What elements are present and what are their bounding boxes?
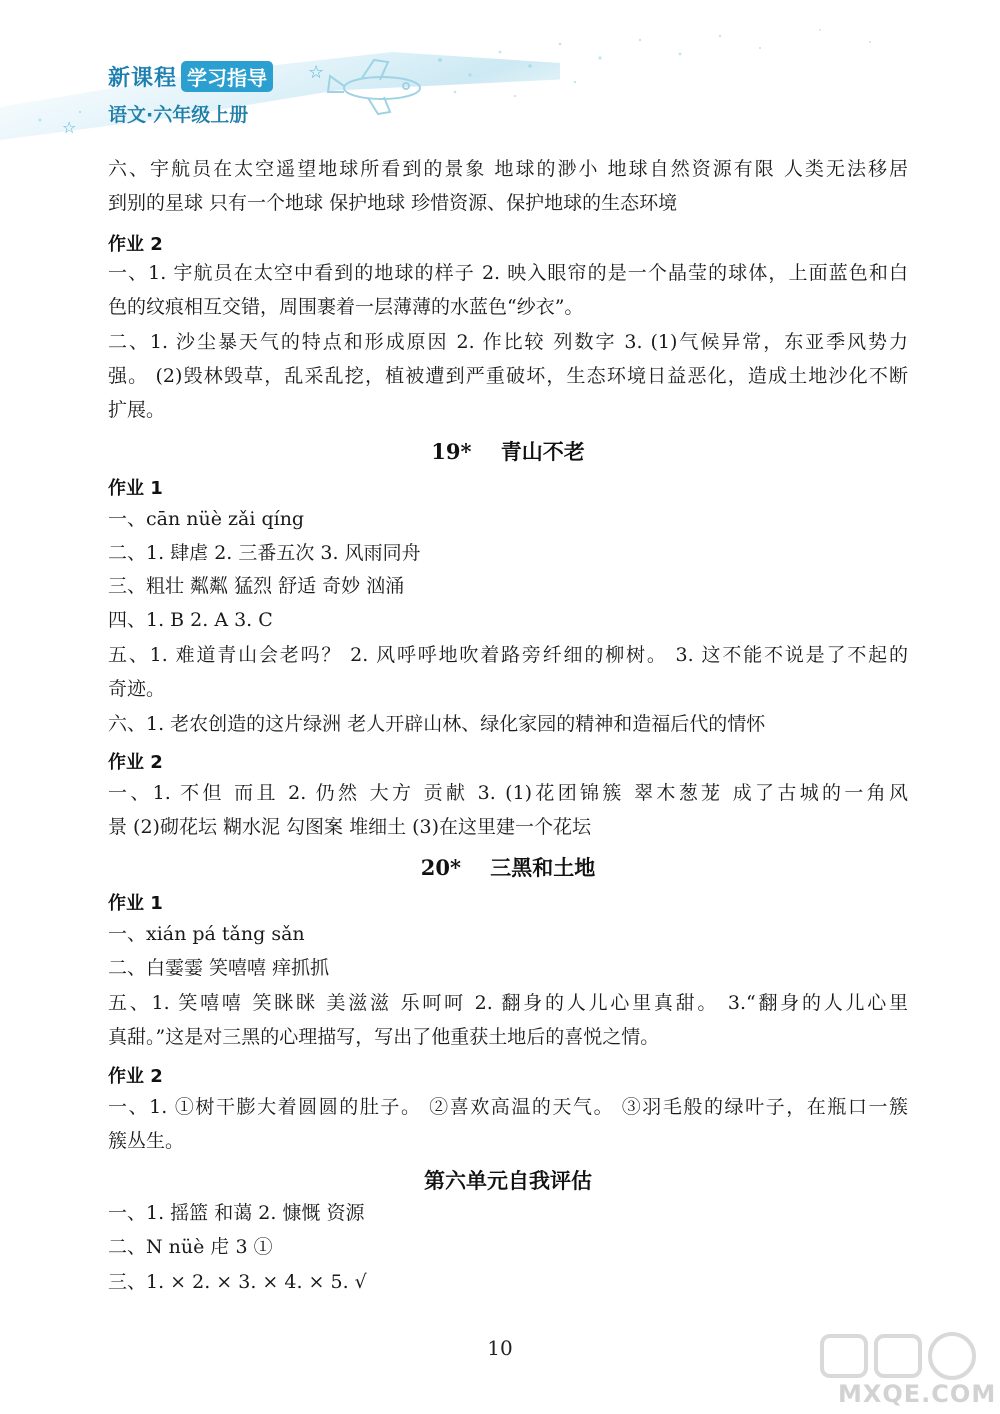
text-line: 扩展。 bbox=[108, 399, 166, 421]
text-line: 三、1. × 2. × 3. × 4. × 5. √ bbox=[108, 1271, 367, 1293]
watermark-text: MXQE.COM bbox=[838, 1380, 997, 1408]
text-line: 六、宇航员在太空遥望地球所看到的景象 地球的渺小 地球自然资源有限 人类无法移居 bbox=[108, 158, 908, 180]
text-line: 五、1. 笑嘻嘻 笑眯眯 美滋滋 乐呵呵 2. 翻身的人儿心里真甜。 3.“翻身的人儿心里 bbox=[108, 992, 908, 1014]
homework-label: 作业 1 bbox=[108, 893, 163, 914]
text-line: 六、1. 老农创造的这片绿洲 老人开辟山林、绿化家园的精神和造福后代的情怀 bbox=[108, 713, 766, 735]
airplane-icon bbox=[322, 56, 432, 116]
section-title: 19* 青山不老 bbox=[431, 439, 585, 464]
text-line: 簇丛生。 bbox=[108, 1130, 185, 1152]
text-line: 二、1. 沙尘暴天气的特点和形成原因 2. 作比较 列数字 3. (1)气候异常，东亚季风势力 bbox=[108, 331, 908, 353]
text-line: 二、1. 肆虐 2. 三番五次 3. 风雨同舟 bbox=[108, 542, 421, 564]
text-line: 到别的星球 只有一个地球 保护地球 珍惜资源、保护地球的生态环境 bbox=[108, 192, 678, 214]
text-line: 奇迹。 bbox=[108, 678, 166, 700]
homework-label: 作业 2 bbox=[108, 752, 163, 773]
homework-label: 作业 2 bbox=[108, 234, 163, 255]
brand-logo bbox=[108, 62, 273, 90]
text-line: 二、N nüè 虍 3 ① bbox=[108, 1236, 273, 1258]
text-line: 色的纹痕相互交错，周围裹着一层薄薄的水蓝色“纱衣”。 bbox=[108, 296, 584, 318]
section-title: 20* 三黑和土地 bbox=[420, 855, 596, 880]
text-line: 二、白霎霎 笑嘻嘻 痒抓抓 bbox=[108, 957, 330, 979]
star-icon: ☆ bbox=[308, 62, 325, 83]
text-line: 一、1. 摇篮 和蔼 2. 慷慨 资源 bbox=[108, 1202, 365, 1224]
text-line: 一、xián pá tǎng sǎn bbox=[108, 923, 305, 945]
text-line: 一、1. ①树干膨大着圆圆的肚子。 ②喜欢高温的天气。 ③羽毛般的绿叶子，在瓶口一簇 bbox=[108, 1096, 908, 1118]
page-number: 10 bbox=[487, 1336, 513, 1360]
text-line: 一、cān nüè zǎi qíng bbox=[108, 508, 305, 530]
text-line: 一、1. 不但 而且 2. 仍然 大方 贡献 3. (1)花团锦簇 翠木葱茏 成了古城的一角风 bbox=[108, 782, 908, 804]
brand-name-left: 新课程 bbox=[108, 65, 178, 91]
star-icon: ☆ bbox=[62, 118, 77, 137]
text-line: 三、粗壮 粼粼 猛烈 舒适 奇妙 汹涌 bbox=[108, 575, 405, 597]
text-line: 四、1. B 2. A 3. C bbox=[108, 609, 273, 631]
page-header bbox=[0, 0, 1000, 150]
section-title: 第六单元自我评估 bbox=[424, 1168, 592, 1193]
text-line: 真甜。”这是对三黑的心理描写，写出了他重获土地后的喜悦之情。 bbox=[108, 1026, 660, 1048]
text-line: 一、1. 宇航员在太空中看到的地球的样子 2. 映入眼帘的是一个晶莹的球体，上面蓝色和白 bbox=[108, 262, 908, 284]
text-line: 五、1. 难道青山会老吗？ 2. 风呼呼地吹着路旁纤细的柳树。 3. 这不能不说是了不起的 bbox=[108, 644, 908, 666]
brand-name-right: 学习指导 bbox=[181, 61, 273, 92]
homework-label: 作业 2 bbox=[108, 1066, 163, 1087]
book-subtitle: 语文·六年级上册 bbox=[108, 104, 249, 126]
homework-label: 作业 1 bbox=[108, 478, 163, 499]
text-line: 强。 (2)毁林毁草，乱采乱挖，植被遭到严重破坏，生态环境日益恶化，造成土地沙化不断 bbox=[108, 365, 908, 387]
text-line: 景 (2)砌花坛 糊水泥 勾图案 堆细土 (3)在这里建一个花坛 bbox=[108, 816, 592, 838]
